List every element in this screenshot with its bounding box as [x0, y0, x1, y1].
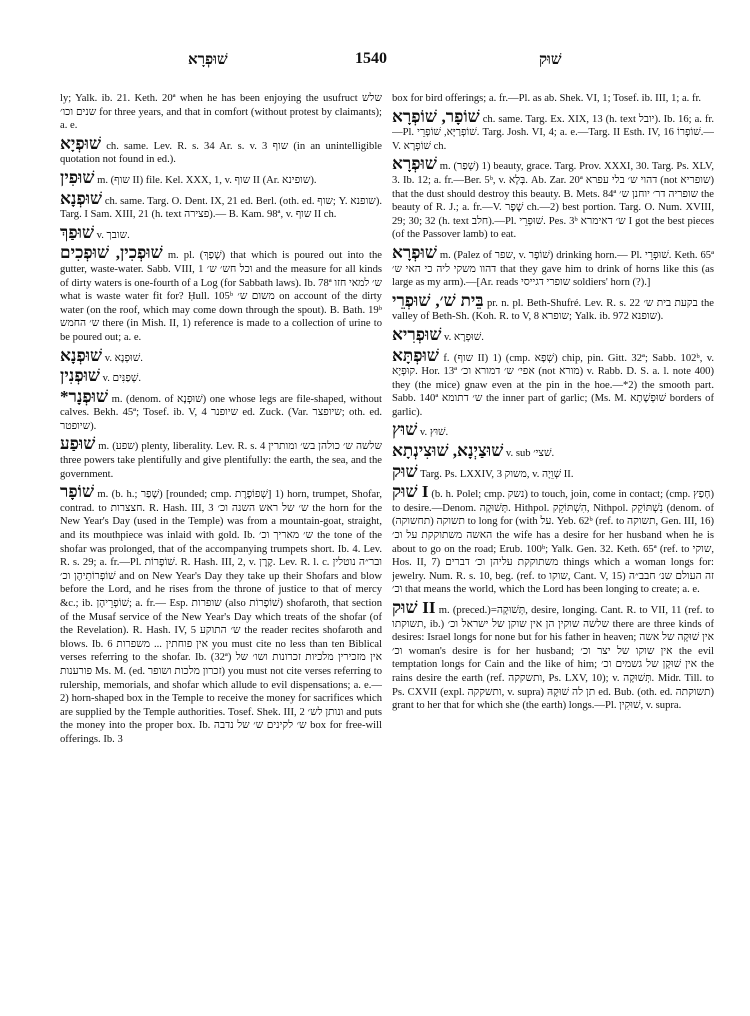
entry-definition: m. (שְׁפַר) 1) beauty, grace. Targ. Prov. XXXI, 30. Targ. Ps. XLV, 3. Ib. 12; a. fr.—Ber. 5ᵇ, v. בְּלָא. Ab. Zar. 20ª דהוי ש׳ בלי עפרא (not שופריא) that the dust should destroy this beauty. B. Mets. 84ª שופריה דר׳ יוחנן ש׳ the beauty of R. J.; a. fr.—V. שֶׁפֶר ch.—2) best portion. Targ. O. Num. XVIII, 29; 30; 32 (h. text חלב).—Pl. שׁוּפְרֵי. Pes. 3ᵇ ש׳ דאימרא I got the best pieces (of the Passover lamb) to eat. — [392, 161, 714, 241]
dictionary-entry — [392, 484, 714, 597]
entry-definition: ly; Yalk. ib. 21. Keth. 20ª when he has been enjoying the usufruct שלש שנים וכו׳ for three years, and that in comfort (without protest by claimants); a. e. — [60, 93, 382, 132]
entry-headword: שׁוּפַע — [60, 434, 96, 454]
entry-headword: שׁוּפְיָא — [60, 133, 102, 153]
entry-headword: שׁוּפְנָא — [60, 188, 103, 208]
entry-headword: שׁוּפַךְ — [60, 222, 94, 242]
dictionary-entry — [392, 461, 714, 482]
entry-definition: pr. n. pl. Beth-Shufré. Lev. R. s. 22 בקעת בית ש׳ the valley of Beth-Sh. (Koh. R. to V, 8 שופרא; Yalk. ib. 972 שופנא). — [392, 297, 714, 323]
dictionary-entry — [392, 156, 714, 242]
dictionary-entry — [60, 92, 382, 133]
header-left-word: שׁוּפְרָא — [188, 52, 228, 68]
dictionary-entry — [60, 436, 382, 481]
entry-headword: שׁוּפְתָּא — [392, 345, 439, 365]
entry-headword: שׁוּץ — [392, 420, 418, 440]
entry-definition: v. שׁוּץ. — [419, 427, 449, 439]
entry-headword: שׁוּצַיְנָא, שׁוּצִינְתָא — [392, 441, 504, 461]
right-column — [392, 92, 714, 1004]
entry-headword: שׁוּפְרִיא — [392, 324, 442, 344]
entry-headword: שׁוּפִין — [60, 167, 95, 187]
entry-definition: m. (Palez of שפר, v. שׁוֹפָר) drinking horn.— Pl. שׁוּפְרֵי. Keth. 65ª דהוו משקי ליה כי האי ש׳ that they gave him to drink of horns like this (as large as my arm).—[Ar. reads שופרי דגייסי soldiers' horn (?).] — [392, 249, 714, 289]
entry-definition: v. sub שׁצי׳. — [505, 448, 555, 460]
dictionary-entry — [60, 368, 382, 386]
entry-headword: שׁוּפְכִין, שׁוּפְכִים — [60, 243, 163, 263]
entry-definition: m. (שוף II) file. Kel. XXX, 1, v. שוף II (Ar. שופינא). — [97, 174, 317, 186]
dictionary-entry — [60, 484, 382, 746]
entry-definition: m. pl. (שָׁפַךְ) that which is poured out into the gutter, waste-water. Sabb. VIII, 1 וכל חש׳ ש׳ and the measure for all kinds of dirty waters is one-fourth of a Log (for Sabbath laws). Ib. 78ª ש׳ למאי חזו what is waste water fit for? Ḥull. 105ᵇ משום ש׳ on account of the dirty water (on the roof, which may come down through the spout). B. Bath. 19ᵇ ש׳ החמש there (in Mish. II, 1) reference is made to a collection of urine to be poured out; a. e. — [60, 250, 382, 343]
entry-headword: שׁוּק I — [392, 482, 429, 502]
entry-definition: m. (denom. of שׁוּפְנָא) one whose legs are file-shaped, without calves. Bekh. 45ª; Tosef. ib. V, 4 שיופנר ed. Zuck. (Var. שיופצר; oth. ed. שיופטר). — [60, 393, 382, 432]
entry-definition: v. שְׁפַנִּים. — [102, 373, 142, 385]
entry-headword: שׁוּק II — [392, 598, 436, 617]
entry-headword: בֵּית שׁ׳, שׁוּפְרֵי — [392, 290, 484, 310]
dictionary-entry — [392, 422, 714, 440]
dictionary-entry — [60, 167, 382, 188]
entry-headword: שׁוּפְרָא — [392, 154, 437, 174]
column-divider — [386, 92, 387, 992]
header-right-word: שׁוּק — [539, 52, 562, 68]
entry-definition: v. שׁוּפְרָא. — [444, 331, 484, 343]
dictionary-entry — [392, 600, 714, 713]
entry-definition: ch. same. Lev. R. s. 34 Ar. s. v. שוף 3 (in an unintelligible quotation not found in ed.). — [60, 140, 382, 166]
entry-headword: *שׁוּפְנָר — [60, 386, 109, 406]
entry-definition: m. (preced.)=תְּשׁוּקָה, desire, longing. Cant. R. to VII, 11 (ref. to תשוקתו, ib.) שלשה שוקין הן אין שוקן של ישראל וכ׳ there are three kinds of desires: Israel longs for none but for his father in heaven; אין שׁוּקָה של אשה וכ׳ woman's desire is for her husband; אין שוקו של יצר וכ׳ the evil temptation longs for Cain and the like of him; אין שׁוּקָן של גשמים וכ׳ the rains desire the earth (ref. ותשקקה, Ps. LXV, 10); v. תְּשׁוּקָה. Midr. Till. to Ps. CXVII (expl. ותשקקה, v. supra) תן לה שׁוּקָהּ ed. Bub. (oth. ed. תשוקתה) grant to her that for which she (the earth) longs.—Pl. שׁוּקִין, v. supra. — [392, 605, 714, 712]
left-column — [60, 92, 382, 1004]
dictionary-entry — [392, 242, 714, 290]
page-number: 1540 — [355, 50, 387, 67]
entry-headword: שׁוֹפָר — [60, 482, 94, 502]
dictionary-entry — [392, 290, 714, 324]
entry-definition: box for bird offerings; a. fr.—Pl. as ab. Shek. VI, 1; Tosef. ib. III, 1; a. fr. — [392, 93, 702, 104]
dictionary-entry — [60, 188, 382, 222]
dictionary-entry — [392, 443, 714, 461]
entry-headword: שׁוּפְנָא — [60, 345, 103, 365]
entry-headword: שׁוּפְרָא — [392, 242, 437, 262]
dictionary-entry — [392, 92, 714, 106]
entry-definition: v. שׁוּפְנָא. — [104, 352, 143, 364]
dictionary-entry — [392, 345, 714, 420]
entry-definition: m. (שפע) plenty, liberality. Lev. R. s. 4 שלשה ש׳ כולהן בש׳ ומותרין three powers take plentifully and give plentifully: the earth, the sea, and the government. — [60, 441, 382, 480]
dictionary-entry — [60, 345, 382, 366]
dictionary-entry — [60, 245, 382, 344]
dictionary-entry — [392, 106, 714, 154]
entry-definition: v. שובך. — [96, 229, 130, 241]
entry-headword: שׁוּפְנִין — [60, 366, 100, 386]
entry-headword: שׁוֹפָר, שׁוֹפְרָא — [392, 106, 480, 126]
entry-definition: (b. h. Polel; cmp. נשק) to touch, join, come in contact; (cmp. חָפַץ) to desire.—Denom. תְּשׁוּקָה. Hithpol. הִשְׁתּוֹקֵק, Nithpol. נִשְׁתּוֹקֵק (denom. of תשוקה (תחשוקה) to long for (with על. Yeb. 62ᵇ (ref. to תשוקה, Gen. III, 16) האשה משתוקקת על וכ׳ the wife has a desire for her husband when he is about to go on the road; Erub. 100ᵇ; Yalk. Gen. 32. Keth. 65ª (ref. to שוקי, Hos. II, 7) משתוקקת עליהן וכ׳ דברים things which a woman longs for: jewelry. Num. R. s. 10, beg. (ref. to שוקו, Cant. V, 15) זה העולם שנ׳ חבב״ה וכ׳ that means the world, which the Lord has been longing to create; a. e. — [392, 489, 714, 596]
entry-headword: שׁוּק — [392, 461, 418, 481]
page-header — [0, 0, 750, 70]
entry-definition: Targ. Ps. LXXIV, 3 משוק, v. שְׁוֵיָה II. — [420, 468, 574, 480]
entry-definition: ch. same. Targ. Ex. XIX, 13 (h. text יובל). Ib. 16; a. fr.—Pl. שׁוֹפְרַיָּא, שׁוֹפְרֵי. Targ. Josh. VI, 4; a. e.—Targ. II Esth. IV, 16 שׁוֹפְרוֹ.—V. שׁוֹפְרָא ch. — [392, 113, 714, 152]
dictionary-entry — [392, 324, 714, 345]
dictionary-entry — [60, 386, 382, 434]
dictionary-entry — [60, 222, 382, 243]
entry-definition: ch. same. Targ. O. Dent. IX, 21 ed. Berl. (oth. ed. שוף; Y. שופנא). Targ. I Sam. XIII, 21 (h. text פצירה).— B. Kam. 98ª, v. שוף II ch. — [60, 195, 382, 221]
dictionary-entry — [60, 133, 382, 167]
entry-definition: f. (שוף II) 1) (cmp. שְׁפָא) chip, pin. Gitt. 32ª; Sabb. 102ᵇ, v. קוּפְיָא. Hor. 13ª אפי׳ ש׳ דמורא וכ׳ (not מורא) v. Rabb. D. S. a. l. note 400) they (the mice) gnaw even at the pin in the hoe.—*2) the smooth part. Sabb. 140ª ש׳ דתומא the inner part of garlic; (Ms. M. שׁוּפְשָׁתָא borders of garlic). — [392, 352, 714, 418]
entry-definition: m. (b. h.; שָׁפַר) [rounded; cmp. שְׁפוֹפֶרֶת] 1) horn, trumpet, Shofar, contrad. to חצצרות. R. Hash. III, 3 ש׳ של ראש השנה וכ׳ the horn for the New Year's Day (used in the Temple) was from a mountain-goat, straight, and its mouthpiece was inlaid with gold. Ib. ש׳ מאריך וכ׳ the tone of the shofar was prolonged, that of the accompanying trumpets short. Ib. 4. Lev. R. s. 29; a. fr.—Pl. שׁוֹפָרוֹת. R. Hash. III, 2, v. קֶרֶן. Lev. R. l. c. ובר״ה נוטלין שׁוֹפְרוֹתֵיהֶן וכ׳ and on New Year's Day they take up their Shofars and blow before the Lord, and he rises from the throne of justice to that of mercy &c.; ib. שׁוֹפְרֵיהֶן; a. fr.— Esp. שופרות (also שׁוֹפָרוֹת) shofaroth, that section of the Musaf service of the New Year's Day which treats of the shofar (of the Revelation). R. Hash. IV, 5 ש׳ התוקע the reader recites shofaroth and blows. Ib. 6 אין פוחתין ... משפרות you must cite no less than ten Biblical verses referring to the shofar. Ib. (32ª) אין מזכירין מלכיות זכרונות ושו׳ של פורענות Ms. M. (ed. זכרון מלכות ושופר) you must not cite verses referring to rulership, memorials, and shofar which allude to evil dispensations; a. e.—2) horn-shaped box in the Temple to receive the money for sacrifices which are supplied by the Temple authorities. Tosef. Shek. III, 2 ונותן לש׳ and puts the money into the proper box. Ib. ש׳ לקינים ש׳ של נדבה box for free-will offerings. Ib. 3 — [60, 489, 382, 745]
